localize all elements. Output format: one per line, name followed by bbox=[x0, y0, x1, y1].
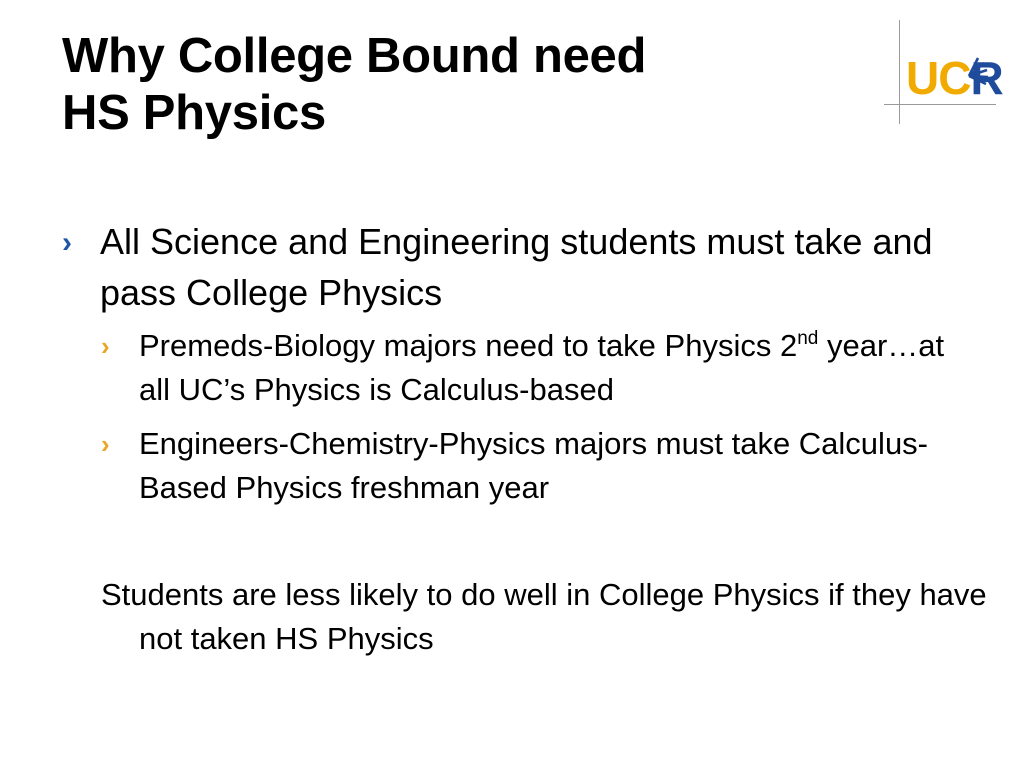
sub-bullet-2-text: Engineers-Chemistry-Physics majors must take Calculus-Based Physics freshman year bbox=[139, 426, 929, 505]
sub-bullet-2 bbox=[101, 422, 981, 510]
logo-vertical-rule bbox=[899, 20, 900, 124]
chevron-right-icon: › bbox=[101, 331, 110, 361]
slide-title-line-1: Why College Bound need bbox=[62, 29, 647, 83]
ordinal-superscript: nd bbox=[797, 328, 819, 349]
bullet-1-text: All Science and Engineering students must take and pass College Physics bbox=[100, 221, 933, 313]
chevron-right-icon: › bbox=[62, 226, 72, 259]
chevron-right-icon: › bbox=[101, 429, 110, 459]
bullet-1 bbox=[62, 216, 942, 318]
sub-bullet-1-text-start: Premeds-Biology majors need to take Physics 2 bbox=[139, 328, 798, 363]
ucr-logo-text: UCR bbox=[906, 52, 1003, 104]
closing-note: Students are less likely to do well in College Physics if they have not taken HS Physics bbox=[101, 577, 987, 656]
sub-bullet-1-text bbox=[139, 324, 981, 412]
ucr-wordmark bbox=[906, 52, 1003, 104]
slide-title-line-2: HS Physics bbox=[62, 86, 326, 140]
ucr-logo bbox=[884, 20, 1003, 124]
logo-horizontal-rule bbox=[884, 104, 996, 105]
sub-bullet-1 bbox=[101, 324, 981, 412]
slide-title bbox=[62, 28, 842, 142]
sub-bullet-1-text-end: year…at all UC’s Physics is Calculus-based bbox=[139, 328, 945, 407]
